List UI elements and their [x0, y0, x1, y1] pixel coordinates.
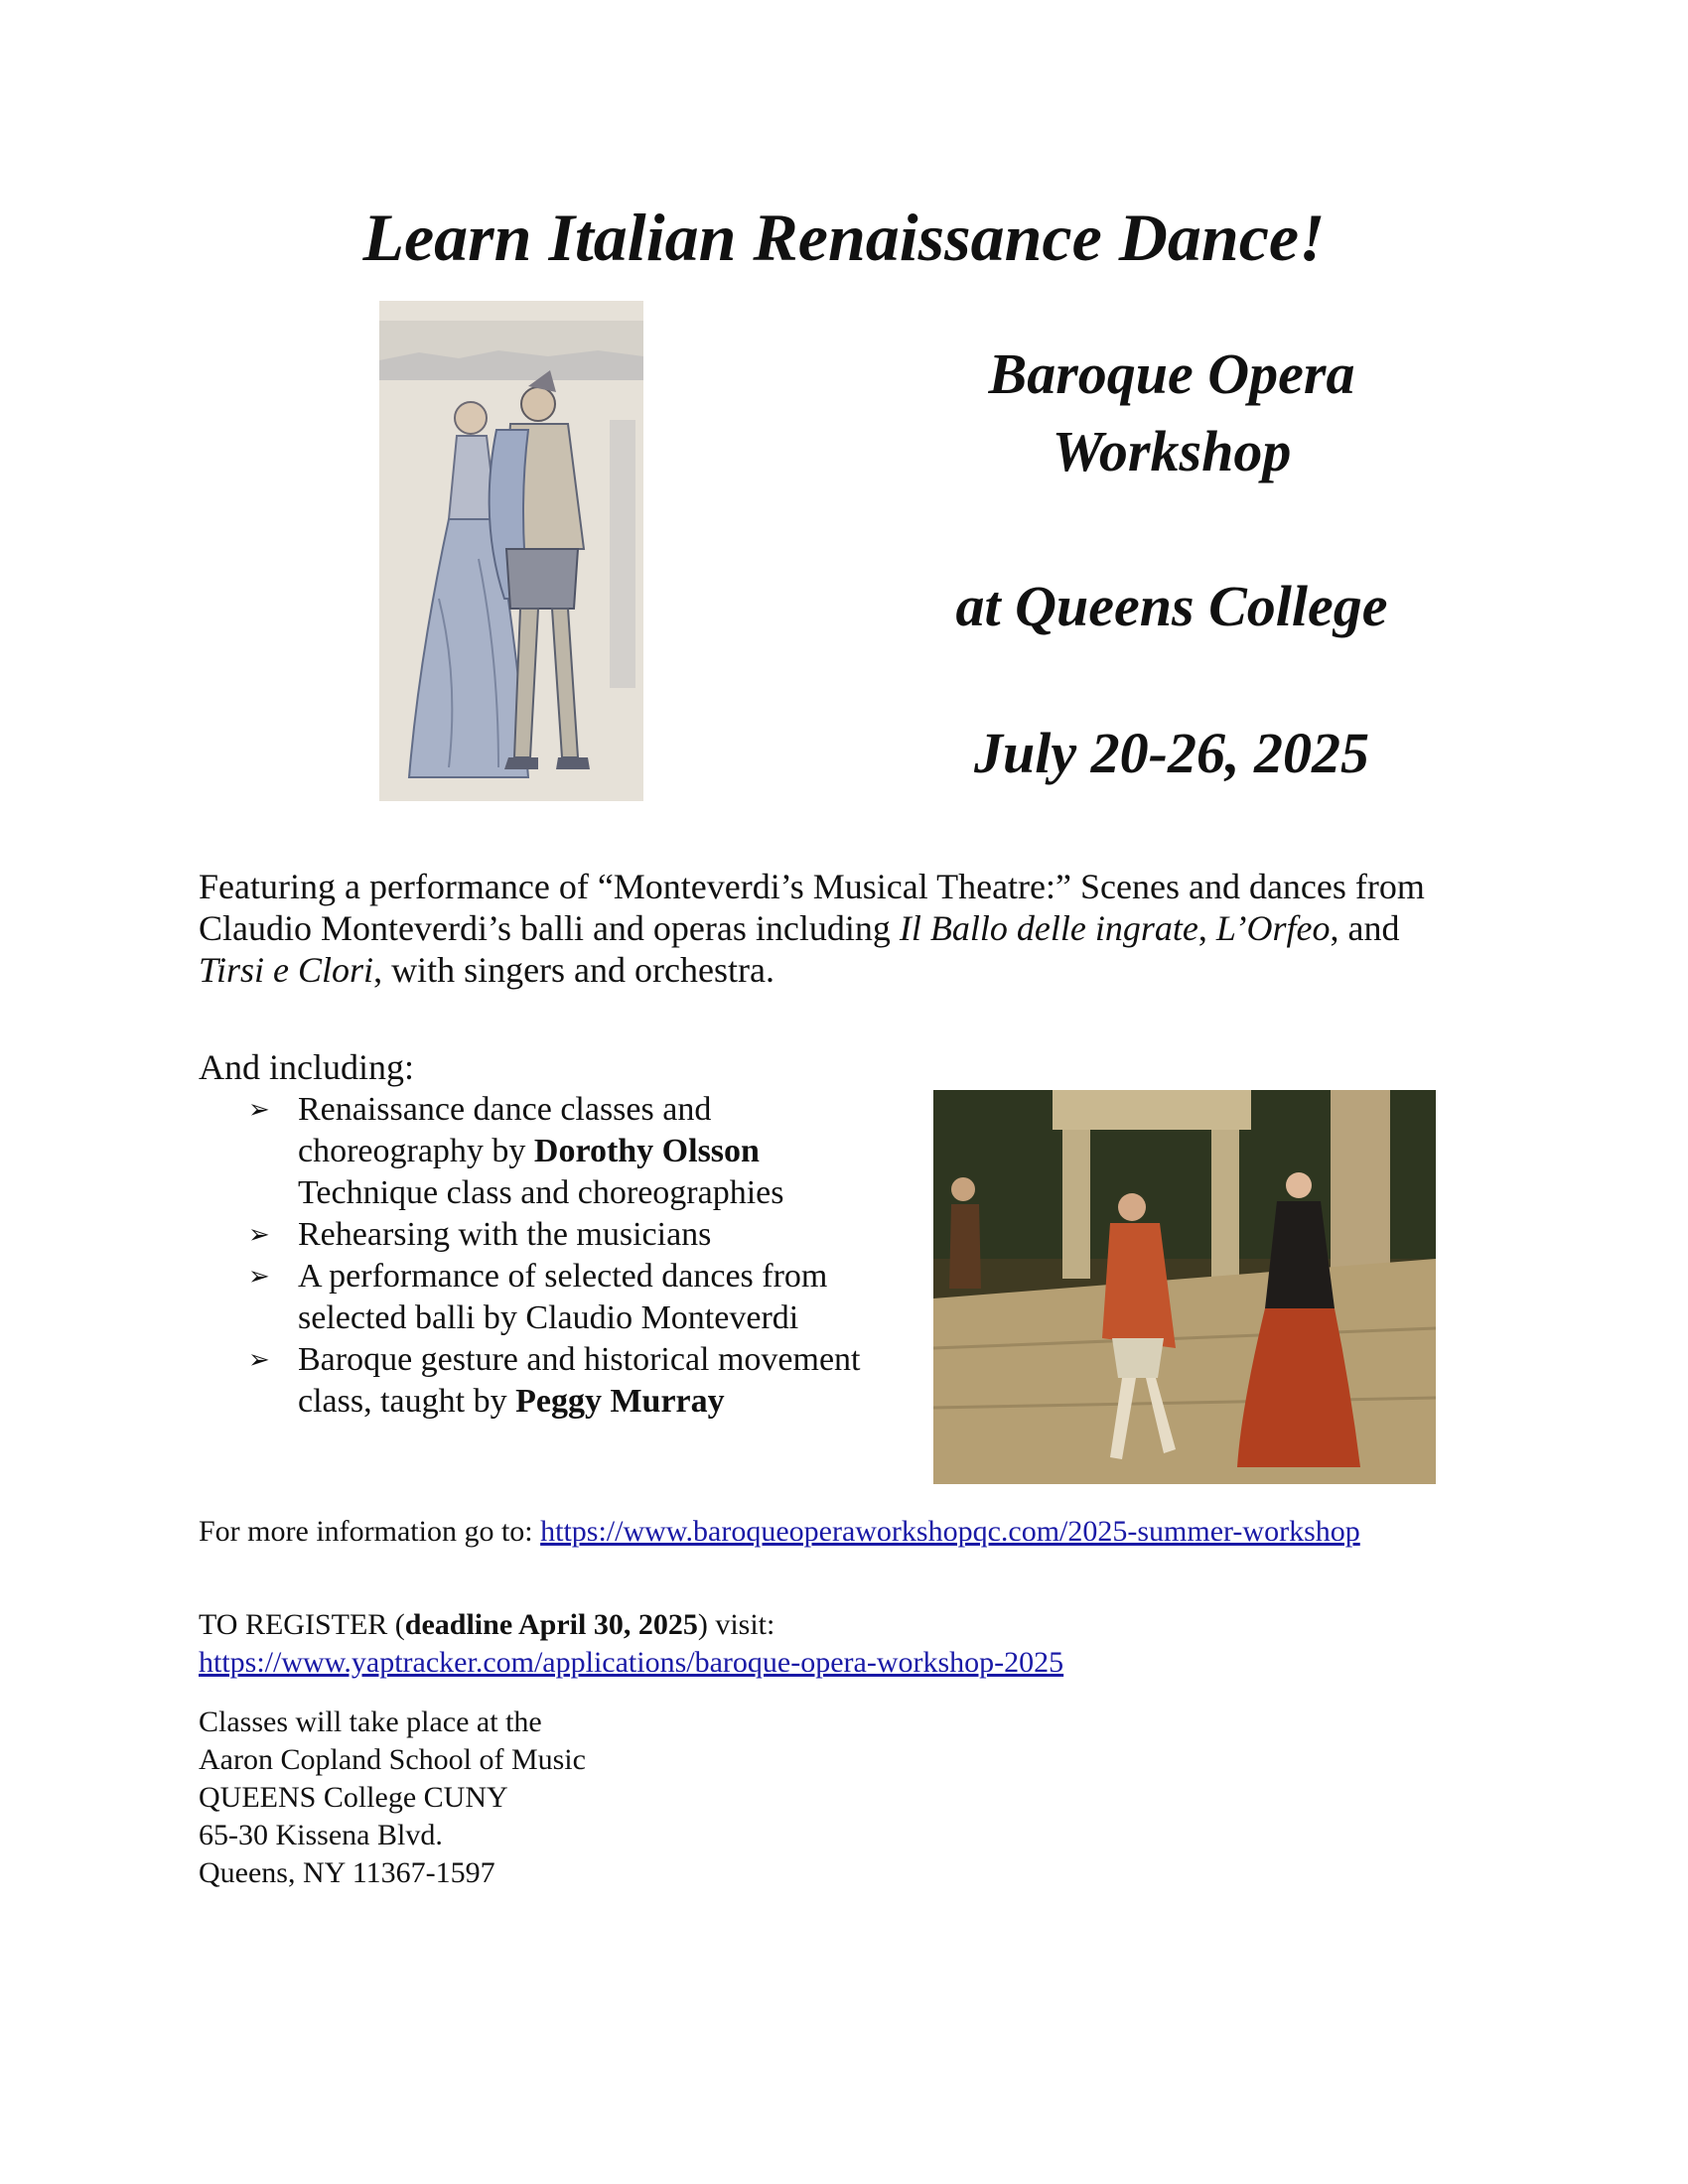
- info-label: For more information go to:: [199, 1515, 541, 1548]
- list-item: [248, 1339, 884, 1423]
- intro-paragraph: [199, 866, 1450, 991]
- address-line: Classes will take place at the: [199, 1706, 542, 1738]
- address-line: Aaron Copland School of Music: [199, 1743, 586, 1776]
- register-label: ) visit:: [697, 1608, 775, 1641]
- including-list: [248, 1089, 884, 1423]
- item-text: Technique class and choreographies: [298, 1174, 784, 1211]
- registration-deadline: deadline April 30, 2025: [404, 1608, 698, 1641]
- work-title: Tirsi e Clori: [199, 950, 374, 990]
- event-dates: July 20-26, 2025: [974, 721, 1369, 785]
- more-info: [199, 1513, 1489, 1551]
- arrow-bullet-icon: ➢: [248, 1220, 270, 1250]
- intro-text: Featuring a performance of “Monteverdi’s Musical Theatre:” Scenes and dances from Claudio Monteverdi’s balli and operas including: [199, 867, 1425, 948]
- event-name-line1: Baroque Opera: [988, 341, 1355, 406]
- work-title: L’Orfeo: [1215, 908, 1331, 948]
- venue-address: [199, 1704, 1092, 1892]
- workshop-info-link[interactable]: https://www.baroqueoperaworkshopqc.com/2025-summer-workshop: [540, 1515, 1360, 1548]
- instructor-name: Peggy Murray: [515, 1383, 725, 1420]
- item-text: A performance of selected dances from selected balli by Claudio Monteverdi: [298, 1258, 828, 1336]
- event-venue: at Queens College: [955, 574, 1388, 638]
- list-item: [248, 1089, 884, 1214]
- renaissance-couple-drawing: [379, 301, 643, 801]
- registration-info: [199, 1606, 1489, 1682]
- address-line: 65-30 Kissena Blvd.: [199, 1819, 443, 1851]
- address-line: QUEENS College CUNY: [199, 1781, 508, 1814]
- work-title: Il Ballo delle ingrate: [899, 908, 1198, 948]
- list-item: [248, 1256, 884, 1339]
- intro-text: , with singers and orchestra.: [373, 950, 774, 990]
- intro-separator: ,: [1197, 908, 1216, 948]
- instructor-name: Dorothy Olsson: [533, 1133, 760, 1169]
- item-text: Rehearsing with the musicians: [298, 1216, 712, 1253]
- registration-link[interactable]: https://www.yaptracker.com/applications/baroque-opera-workshop-2025: [199, 1646, 1064, 1679]
- including-heading: And including:: [199, 1047, 414, 1087]
- address-line: Queens, NY 11367-1597: [199, 1856, 495, 1889]
- page-title: Learn Italian Renaissance Dance!: [362, 200, 1326, 275]
- register-label: TO REGISTER (: [199, 1608, 405, 1641]
- dancers-painting: [933, 1090, 1436, 1484]
- arrow-bullet-icon: ➢: [248, 1345, 270, 1375]
- list-item: [248, 1214, 884, 1256]
- arrow-bullet-icon: ➢: [248, 1262, 270, 1292]
- item-text: Renaissance dance classes and choreography by: [298, 1091, 712, 1169]
- item-text: Baroque gesture and historical movement class, taught by: [298, 1341, 861, 1420]
- intro-separator: , and: [1330, 908, 1400, 948]
- event-name-line2: Workshop: [1052, 419, 1292, 483]
- arrow-bullet-icon: ➢: [248, 1095, 270, 1125]
